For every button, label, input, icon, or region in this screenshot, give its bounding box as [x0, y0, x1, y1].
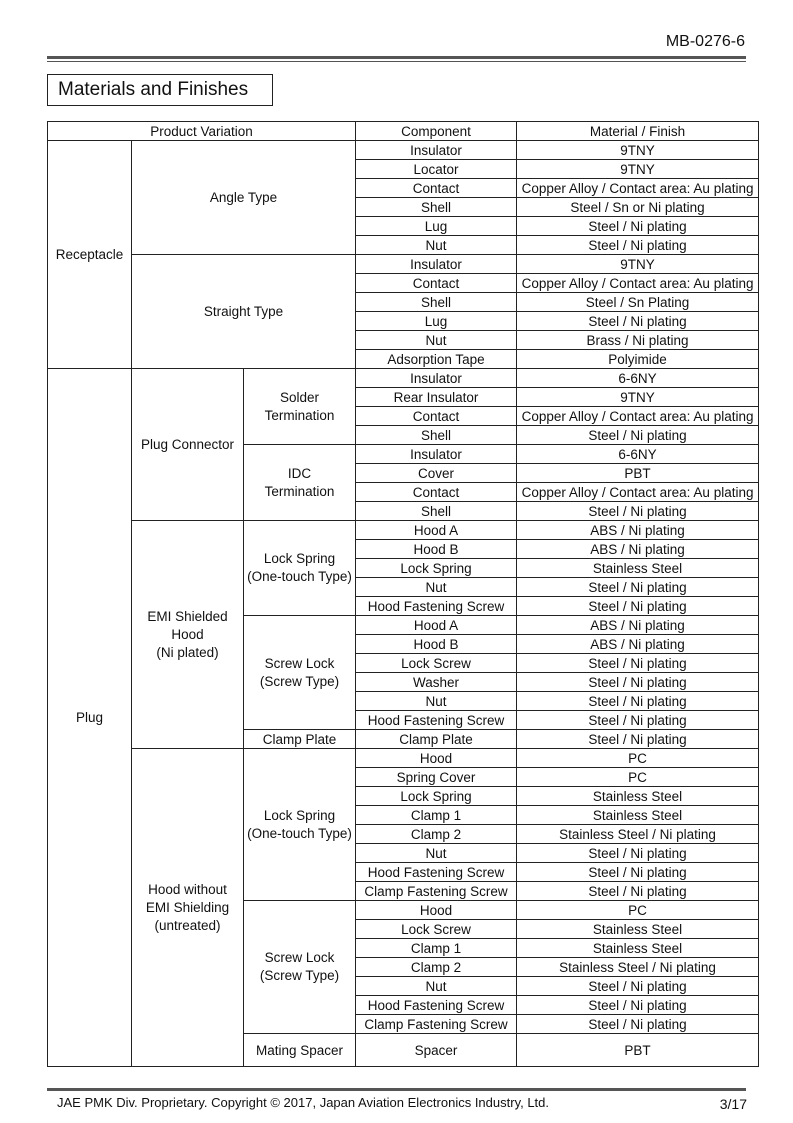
component-cell: Clamp 1 — [356, 806, 517, 825]
screw-lock-line-1: Screw Lock — [264, 655, 335, 671]
solder-line-2: Termination — [264, 407, 335, 423]
screw-lock-line-1: Screw Lock — [264, 950, 335, 965]
material-cell: ABS / Ni plating — [517, 635, 759, 654]
header-rule-thin — [47, 61, 746, 62]
component-cell: Lock Screw — [356, 920, 517, 939]
material-cell: PBT — [517, 464, 759, 483]
material-cell: Steel / Ni plating — [517, 863, 759, 882]
component-cell: Hood — [356, 901, 517, 920]
material-cell: Steel / Sn or Ni plating — [517, 198, 759, 217]
material-cell: Brass / Ni plating — [517, 331, 759, 350]
component-cell: Spacer — [356, 1034, 517, 1067]
group-screw-lock-untreated — [244, 901, 356, 1034]
component-cell: Lug — [356, 217, 517, 236]
component-cell: Shell — [356, 293, 517, 312]
component-cell: Nut — [356, 331, 517, 350]
component-cell: Lock Spring — [356, 559, 517, 578]
section-title: Materials and Finishes — [47, 74, 273, 106]
group-emi-shielded-hood — [132, 521, 244, 749]
material-cell: Steel / Ni plating — [517, 217, 759, 236]
lock-spring-line-2: (One-touch Type) — [247, 825, 352, 841]
material-cell: PC — [517, 901, 759, 920]
hood-wo-line-1: Hood without — [148, 881, 227, 897]
material-cell: Steel / Ni plating — [517, 996, 759, 1015]
material-cell: ABS / Ni plating — [517, 616, 759, 635]
component-cell: Adsorption Tape — [356, 350, 517, 369]
material-cell: Steel / Ni plating — [517, 312, 759, 331]
component-cell: Nut — [356, 236, 517, 255]
component-cell: Hood — [356, 749, 517, 768]
component-cell: Clamp Fastening Screw — [356, 1015, 517, 1034]
material-cell: Stainless Steel / Ni plating — [517, 958, 759, 977]
component-cell: Hood B — [356, 635, 517, 654]
component-cell: Shell — [356, 198, 517, 217]
material-cell: 9TNY — [517, 388, 759, 407]
material-cell: 6-6NY — [517, 445, 759, 464]
component-cell: Clamp 2 — [356, 958, 517, 977]
component-cell: Nut — [356, 844, 517, 863]
header-material: Material / Finish — [517, 122, 759, 141]
material-cell: ABS / Ni plating — [517, 540, 759, 559]
material-cell: Steel / Ni plating — [517, 673, 759, 692]
material-cell: Steel / Ni plating — [517, 597, 759, 616]
lock-spring-line-1: Lock Spring — [263, 551, 336, 566]
group-lock-spring-emi — [244, 521, 356, 616]
component-cell: Insulator — [356, 369, 517, 388]
group-solder-termination — [244, 369, 356, 445]
lock-spring-line-2: (One-touch Type) — [247, 569, 352, 584]
solder-line-1: Solder — [280, 389, 320, 405]
group-straight-type: Straight Type — [132, 255, 356, 369]
material-cell: Steel / Ni plating — [517, 236, 759, 255]
material-cell: Steel / Ni plating — [517, 692, 759, 711]
group-plug: Plug — [48, 369, 132, 1067]
material-cell: Stainless Steel — [517, 806, 759, 825]
group-angle-type: Angle Type — [132, 141, 356, 255]
component-cell: Contact — [356, 407, 517, 426]
material-cell: Steel / Ni plating — [517, 1015, 759, 1034]
component-cell: Shell — [356, 426, 517, 445]
emi-hood-line-2: (Ni plated) — [156, 644, 219, 660]
material-cell: Copper Alloy / Contact area: Au plating — [517, 407, 759, 426]
materials-table — [47, 121, 759, 1067]
group-plug-connector: Plug Connector — [132, 369, 244, 521]
component-cell: Lock Screw — [356, 654, 517, 673]
screw-lock-line-2: (Screw Type) — [259, 968, 340, 983]
component-cell: Clamp 2 — [356, 825, 517, 844]
component-cell: Rear Insulator — [356, 388, 517, 407]
material-cell: Steel / Ni plating — [517, 711, 759, 730]
material-cell: Stainless Steel — [517, 920, 759, 939]
document-number: MB-0276-6 — [665, 33, 745, 50]
group-idc-termination — [244, 445, 356, 521]
component-cell: Hood Fastening Screw — [356, 597, 517, 616]
group-mating-spacer: Mating Spacer — [244, 1034, 356, 1067]
material-cell: PBT — [517, 1034, 759, 1067]
material-cell: 6-6NY — [517, 369, 759, 388]
material-cell: Steel / Ni plating — [517, 977, 759, 996]
material-cell: Copper Alloy / Contact area: Au plating — [517, 274, 759, 293]
component-cell: Cover — [356, 464, 517, 483]
component-cell: Hood A — [356, 521, 517, 540]
material-cell: ABS / Ni plating — [517, 521, 759, 540]
header-component: Component — [356, 122, 517, 141]
component-cell: Lug — [356, 312, 517, 331]
group-screw-lock-emi — [244, 616, 356, 730]
hood-wo-line-3: (untreated) — [154, 917, 221, 933]
material-cell: PC — [517, 749, 759, 768]
component-cell: Contact — [356, 274, 517, 293]
hood-wo-line-2: EMI Shielding — [145, 899, 230, 915]
component-cell: Hood Fastening Screw — [356, 996, 517, 1015]
header-product-variation: Product Variation — [48, 122, 356, 141]
group-hood-without-emi — [132, 749, 244, 1067]
material-cell: Copper Alloy / Contact area: Au plating — [517, 179, 759, 198]
group-receptacle: Receptacle — [48, 141, 132, 369]
material-cell: Steel / Sn Plating — [517, 293, 759, 312]
material-cell: 9TNY — [517, 255, 759, 274]
component-cell: Contact — [356, 179, 517, 198]
table-row — [48, 749, 759, 768]
component-cell: Nut — [356, 578, 517, 597]
component-cell: Insulator — [356, 255, 517, 274]
component-cell: Insulator — [356, 141, 517, 160]
component-cell: Insulator — [356, 445, 517, 464]
component-cell: Hood Fastening Screw — [356, 863, 517, 882]
material-cell: Stainless Steel — [517, 787, 759, 806]
component-cell: Clamp Fastening Screw — [356, 882, 517, 901]
material-cell: Steel / Ni plating — [517, 844, 759, 863]
component-cell: Nut — [356, 692, 517, 711]
header-rule — [47, 56, 746, 59]
component-cell: Washer — [356, 673, 517, 692]
component-cell: Locator — [356, 160, 517, 179]
component-cell: Nut — [356, 977, 517, 996]
table-row — [48, 141, 759, 160]
material-cell: Copper Alloy / Contact area: Au plating — [517, 483, 759, 502]
footer-copyright: JAE PMK Div. Proprietary. Copyright © 2017, Japan Aviation Electronics Industry, Ltd. — [57, 1095, 550, 1110]
lock-spring-line-1: Lock Spring — [263, 807, 336, 823]
material-cell: Polyimide — [517, 350, 759, 369]
component-cell: Contact — [356, 483, 517, 502]
table-row — [48, 255, 759, 274]
component-cell: Shell — [356, 502, 517, 521]
page-number: 3/17 — [719, 1096, 747, 1112]
material-cell: 9TNY — [517, 160, 759, 179]
screw-lock-line-2: (Screw Type) — [259, 673, 340, 689]
group-lock-spring-untreated — [244, 749, 356, 901]
material-cell: Stainless Steel — [517, 559, 759, 578]
material-cell: Stainless Steel / Ni plating — [517, 825, 759, 844]
footer-rule — [47, 1088, 746, 1091]
material-cell: Steel / Ni plating — [517, 654, 759, 673]
table-header-row — [48, 122, 759, 141]
idc-line-1: IDC — [287, 465, 312, 481]
material-cell: Steel / Ni plating — [517, 882, 759, 901]
material-cell: PC — [517, 768, 759, 787]
group-clamp-plate: Clamp Plate — [244, 730, 356, 749]
material-cell: 9TNY — [517, 141, 759, 160]
component-cell: Clamp 1 — [356, 939, 517, 958]
component-cell: Hood B — [356, 540, 517, 559]
component-cell: Hood A — [356, 616, 517, 635]
table-row — [48, 369, 759, 388]
table-row — [48, 521, 759, 540]
material-cell: Stainless Steel — [517, 939, 759, 958]
emi-hood-line-1: EMI Shielded Hood — [147, 608, 228, 642]
material-cell: Steel / Ni plating — [517, 426, 759, 445]
idc-line-2: Termination — [264, 483, 335, 499]
material-cell: Steel / Ni plating — [517, 730, 759, 749]
material-cell: Steel / Ni plating — [517, 578, 759, 597]
component-cell: Clamp Plate — [356, 730, 517, 749]
component-cell: Spring Cover — [356, 768, 517, 787]
component-cell: Lock Spring — [356, 787, 517, 806]
component-cell: Hood Fastening Screw — [356, 711, 517, 730]
material-cell: Steel / Ni plating — [517, 502, 759, 521]
